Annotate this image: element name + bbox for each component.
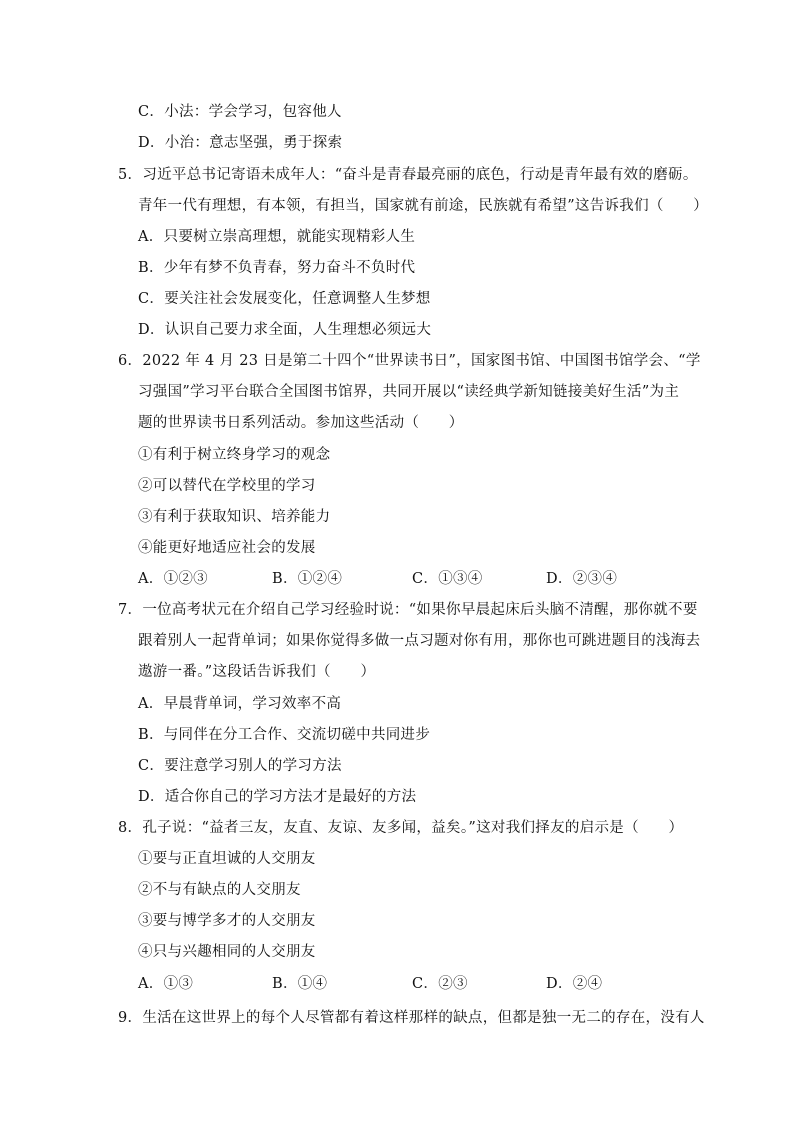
q5-option-d: D．认识自己要力求全面，人生理想必须远大 [138, 322, 432, 338]
q6-choice-d: D．②③④ [546, 571, 618, 587]
q6-item-2: ②可以替代在学校里的学习 [138, 478, 316, 494]
q6-item-1: ①有利于树立终身学习的观念 [138, 447, 331, 463]
q7-option-d: D．适合你自己的学习方法才是最好的方法 [138, 789, 417, 805]
q6-stem-line-3: 题的世界读书日系列活动。参加这些活动（ ） [138, 415, 464, 431]
q8-stem-line-1: 8．孔子说：“益者三友，友直、友谅、友多闻，益矣。”这对我们择友的启示是（ ） [118, 820, 684, 836]
q5-option-b: B．少年有梦不负青春，努力奋斗不负时代 [138, 260, 416, 276]
q8-choice-a: A．①③ [138, 976, 194, 992]
q5-option-a: A．只要树立崇高理想，就能实现精彩人生 [138, 229, 416, 245]
q7-stem-line-2: 跟着别人一起背单词；如果你觉得多做一点习题对你有用，那你也可跳进题目的浅海去 [138, 633, 701, 649]
q6-stem-line-2: 习强国”学习平台联合全国图书馆界，共同开展以“读经典学新知链接美好生活”为主 [138, 384, 680, 400]
q8-item-1: ①要与正直坦诚的人交朋友 [138, 851, 316, 867]
q8-choice-b: B．①④ [272, 976, 328, 992]
q7-option-c: C．要注意学习别人的学习方法 [138, 758, 342, 774]
q8-item-4: ④只与兴趣相同的人交朋友 [138, 944, 316, 960]
q8-choice-d: D．②④ [546, 976, 603, 992]
q8-item-3: ③要与博学多才的人交朋友 [138, 913, 316, 929]
q6-choice-c: C．①③④ [412, 571, 483, 587]
q6-item-4: ④能更好地适应社会的发展 [138, 540, 316, 556]
q5-stem-line-1: 5．习近平总书记寄语未成年人：“奋斗是青春最亮丽的底色，行动是青年最有效的磨砺。 [118, 167, 698, 183]
q4-option-c: C．小法：学会学习，包容他人 [138, 104, 342, 120]
q8-choice-c: C．②③ [412, 976, 468, 992]
q6-choice-a: A．①②③ [138, 571, 208, 587]
q7-option-a: A．早晨背单词，学习效率不高 [138, 696, 342, 712]
q6-item-3: ③有利于获取知识、培养能力 [138, 509, 331, 525]
q5-option-c: C．要关注社会发展变化，任意调整人生梦想 [138, 291, 431, 307]
q4-option-d: D．小治：意志坚强，勇于探索 [138, 135, 343, 151]
q7-stem-line-3: 遨游一番。”这段话告诉我们（ ） [138, 664, 376, 680]
q6-choice-b: B．①②④ [272, 571, 343, 587]
q5-stem-line-2: 青年一代有理想，有本领，有担当，国家就有前途，民族就有希望”这告诉我们（ ） [138, 198, 709, 214]
q7-option-b: B．与同伴在分工合作、交流切磋中共同进步 [138, 727, 431, 743]
q9-stem-line-1: 9．生活在这世界上的每个人尽管都有着这样那样的缺点，但都是独一无二的存在，没有人 [118, 1010, 705, 1026]
q7-stem-line-1: 7．一位高考状元在介绍自己学习经验时说：“如果你早晨起床后头脑不清醒，那你就不要 [118, 602, 698, 618]
q8-item-2: ②不与有缺点的人交朋友 [138, 882, 301, 898]
q6-stem-line-1: 6．2022 年 4 月 23 日是第二十四个“世界读书日”，国家图书馆、中国图书馆学会、“学 [118, 353, 701, 369]
